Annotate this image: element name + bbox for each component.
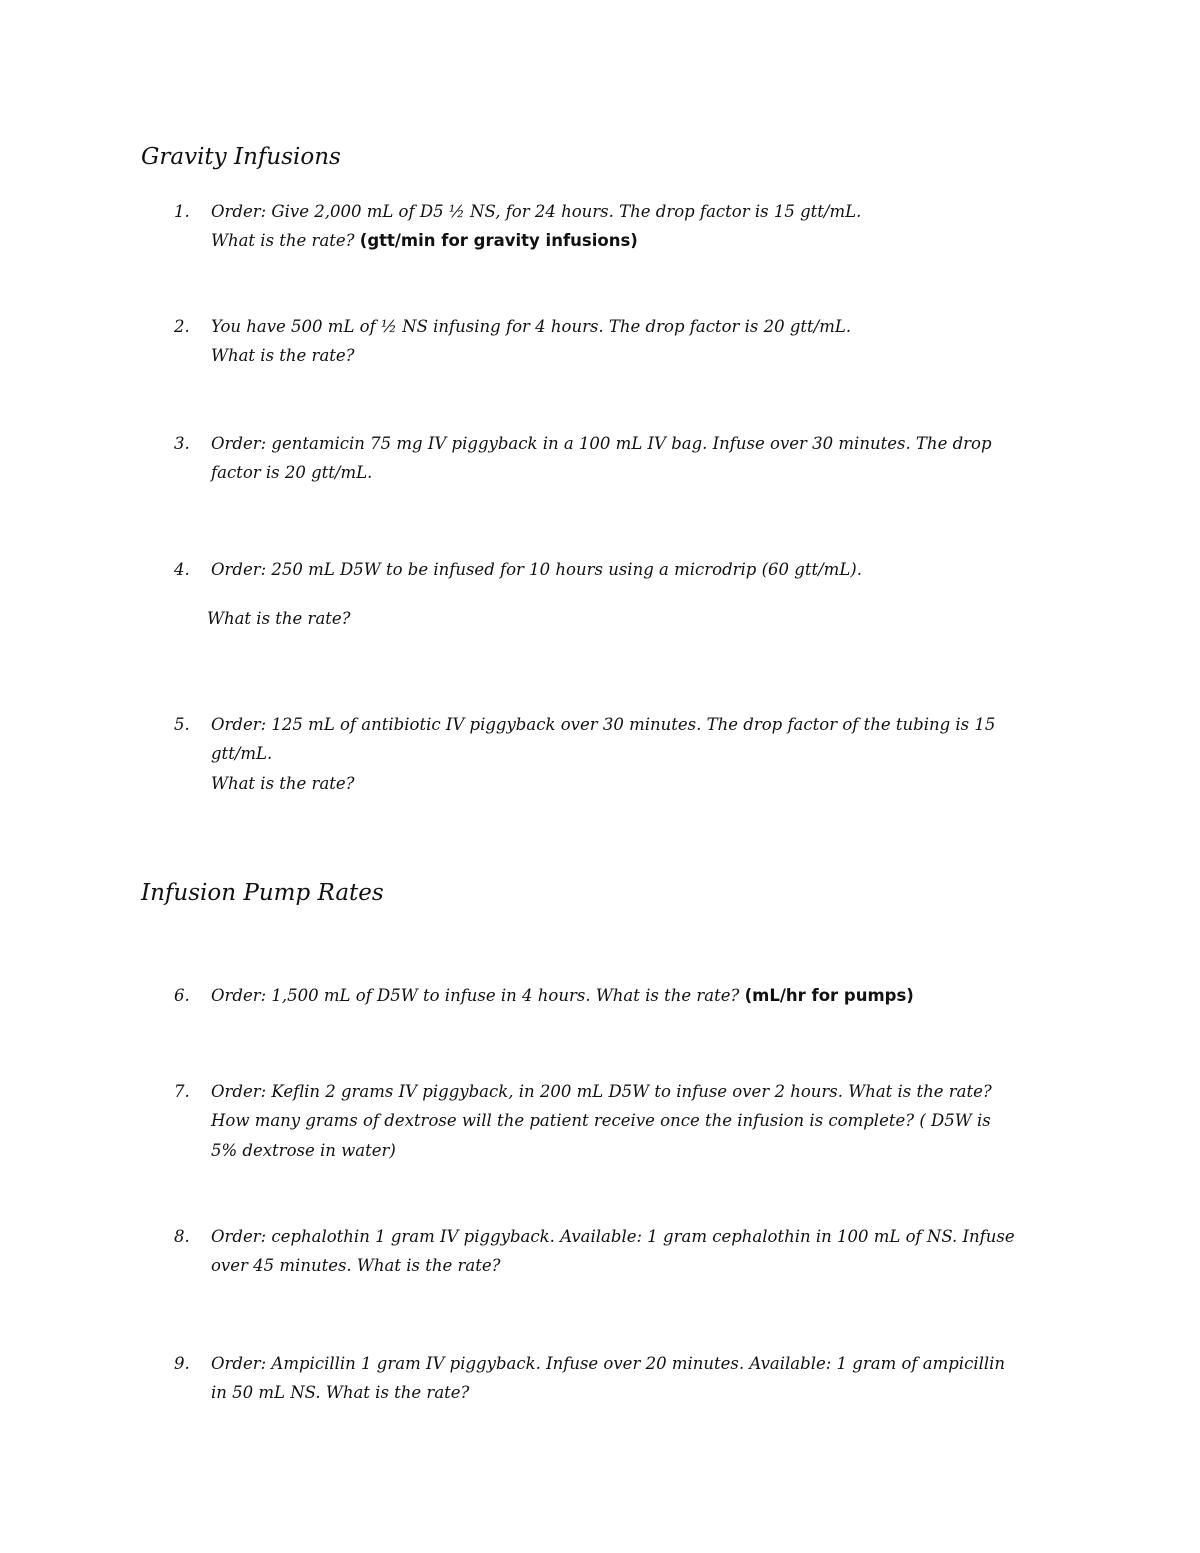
units-hint: (mL/hr for pumps) (744, 986, 914, 1005)
question-text-body: Order: 1,500 mL of D5W to infuse in 4 hours. What is the rate? (211, 986, 740, 1005)
question-number: 8. (174, 1227, 190, 1246)
question-text (211, 981, 914, 1011)
question-number: 2. (174, 317, 190, 336)
question-text: Order: Ampicillin 1 gram IV piggyback. Infuse over 20 minutes. Available: 1 gram of ampicillin (211, 1354, 1006, 1373)
question-number: 5. (174, 715, 190, 734)
question-text: Order: Keflin 2 grams IV piggyback, in 200 mL D5W to infuse over 2 hours. What is the rate? (211, 1082, 992, 1101)
question-prompt (211, 226, 638, 256)
question-text-continued: in 50 mL NS. What is the rate? (211, 1383, 470, 1402)
question-text: Order: cephalothin 1 gram IV piggyback. Available: 1 gram cephalothin in 100 mL of NS. Infuse (211, 1227, 1015, 1246)
question-prompt: What is the rate? (211, 346, 355, 365)
question-text: Order: 125 mL of antibiotic IV piggyback over 30 minutes. The drop factor of the tubing is 15 (211, 715, 996, 734)
question-number: 3. (174, 434, 190, 453)
question-prompt-text: What is the rate? (211, 231, 355, 250)
question-text-continued: 5% dextrose in water) (211, 1141, 396, 1160)
section-title-infusion-pump-rates: Infusion Pump Rates (141, 880, 384, 906)
question-text: You have 500 mL of ½ NS infusing for 4 hours. The drop factor is 20 gtt/mL. (211, 317, 852, 336)
question-number: 4. (174, 560, 190, 579)
units-hint: (gtt/min for gravity infusions) (359, 231, 638, 250)
question-prompt: What is the rate? (207, 609, 351, 628)
question-text-continued: factor is 20 gtt/mL. (211, 463, 373, 482)
question-number: 9. (174, 1354, 190, 1373)
question-text-continued: gtt/mL. (211, 744, 273, 763)
question-text-continued: How many grams of dextrose will the patient receive once the infusion is complete? ( D5W is (211, 1111, 991, 1130)
section-title-gravity-infusions: Gravity Infusions (141, 144, 341, 170)
question-text: Order: Give 2,000 mL of D5 ½ NS, for 24 hours. The drop factor is 15 gtt/mL. (211, 202, 862, 221)
question-text: Order: 250 mL D5W to be infused for 10 hours using a microdrip (60 gtt/mL). (211, 560, 862, 579)
question-prompt: What is the rate? (211, 774, 355, 793)
question-text-continued: over 45 minutes. What is the rate? (211, 1256, 501, 1275)
question-number: 6. (174, 986, 190, 1005)
question-number: 7. (174, 1082, 190, 1101)
question-text: Order: gentamicin 75 mg IV piggyback in a 100 mL IV bag. Infuse over 30 minutes. The drop (211, 434, 992, 453)
question-number: 1. (174, 202, 190, 221)
